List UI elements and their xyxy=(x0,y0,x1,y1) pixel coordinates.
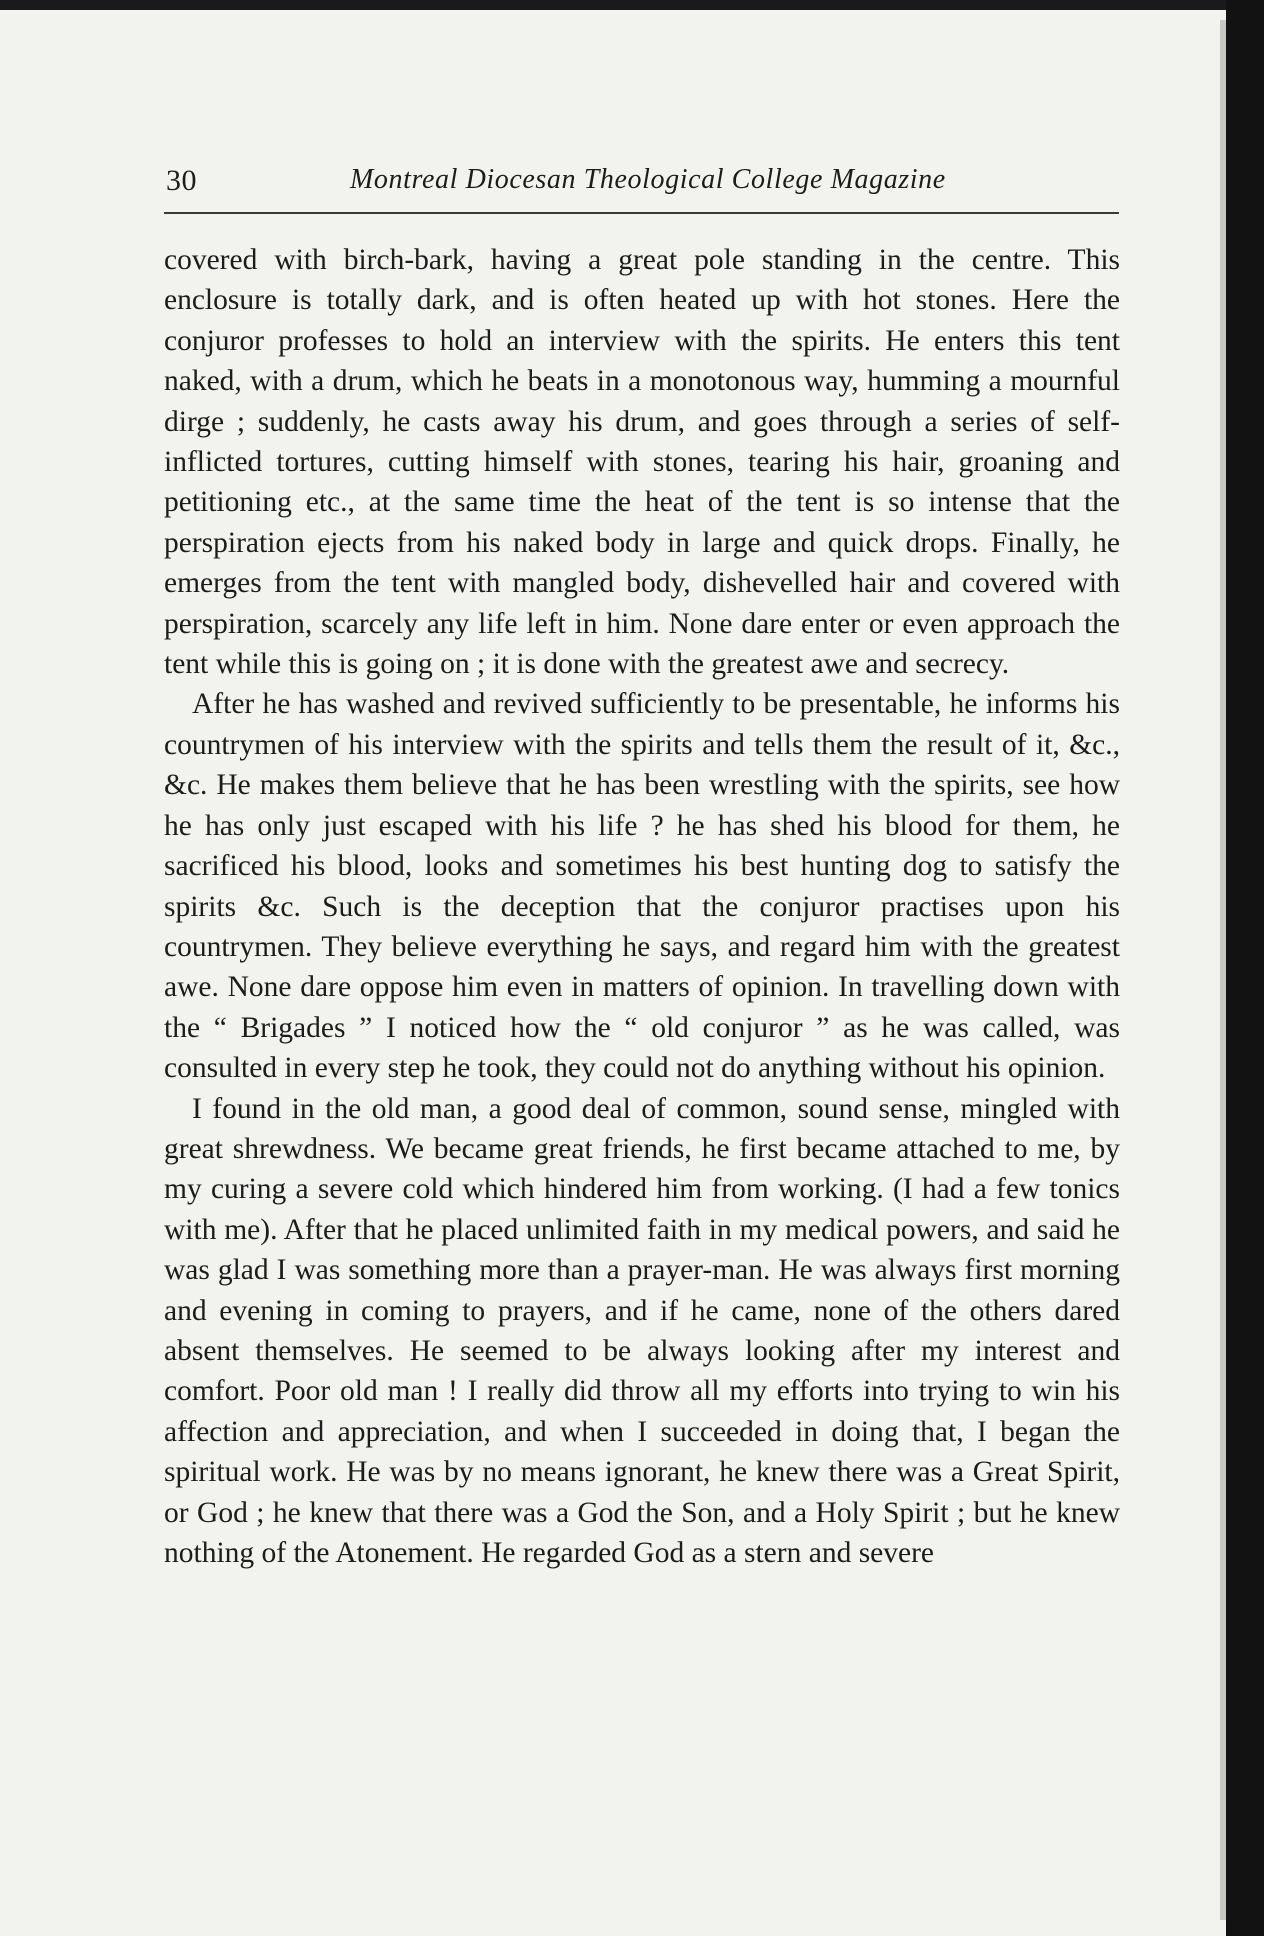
running-head xyxy=(160,150,1130,200)
header-divider xyxy=(164,212,1119,214)
page-number: 30 xyxy=(166,164,197,197)
paragraph: I found in the old man, a good deal of common, sound sense, mingled with great shrewdness. We became great friends, he first became attached to me, by my curing a severe cold which hindered him from working. (I had a few tonics with me). After that he placed unlimited faith in my medical powers, and said he was glad I was something more than a prayer-man. He was always first morning and evening in coming to prayers, and if he came, none of the others dared absent themselves. He seemed to be always looking after my interest and comfort. Poor old man ! I really did throw all my efforts into trying to win his affection and appreciation, and when I succeeded in doing that, I began the spiritual work. He was by no means ignorant, he knew there was a Great Spirit, or God ; he knew that there was a God the Son, and a Holy Spirit ; but he knew nothing of the Atonement. He regarded God as a stern and severe xyxy=(164,1092,1120,1569)
paragraph: covered with birch-bark, having a great pole standing in the centre. This enclosure is totally dark, and is often heated up with hot stones. Here the conjuror professes to hold an interview with the spirits. He enters this tent naked, with a drum, which he beats in a monotonous way, humming a mournful dirge ; suddenly, he casts away his drum, and goes through a series of self-inflicted tortures, cutting himself with stones, tearing his hair, groaning and petitioning etc., at the same time the heat of the tent is so intense that the perspiration ejects from his naked body in large and quick drops. Finally, he emerges from the tent with mangled body, dishevelled hair and covered with perspiration, scarcely any life left in him. None dare enter or even approach the tent while this is going on ; it is done with the greatest awe and secrecy. xyxy=(164,244,1120,681)
running-title: Montreal Diocesan Theological College Magazine xyxy=(350,164,946,195)
scan-right-edge xyxy=(1226,0,1264,1936)
scan-top-edge xyxy=(0,0,1264,10)
paragraph: After he has washed and revived sufficiently to be presentable, he informs his countrymen of his interview with the spirits and tells them the result of it, &c., &c. He makes them believe that he has been wrestling with the spirits, see how he has only just escaped with his life ? he has shed his blood for them, he sacrificed his blood, looks and sometimes his best hunting dog to satisfy the spirits &c. Such is the deception that the conjuror practises upon his countrymen. They believe everything he says, and regard him with the greatest awe. None dare oppose him even in matters of opinion. In travelling down with the “ Brigades ” I noticed how the “ old conjuror ” as he was called, was consulted in every step he took, they could not do anything without his opinion. xyxy=(164,688,1120,1085)
document-page xyxy=(160,150,1130,1910)
body-text xyxy=(164,240,1120,1573)
